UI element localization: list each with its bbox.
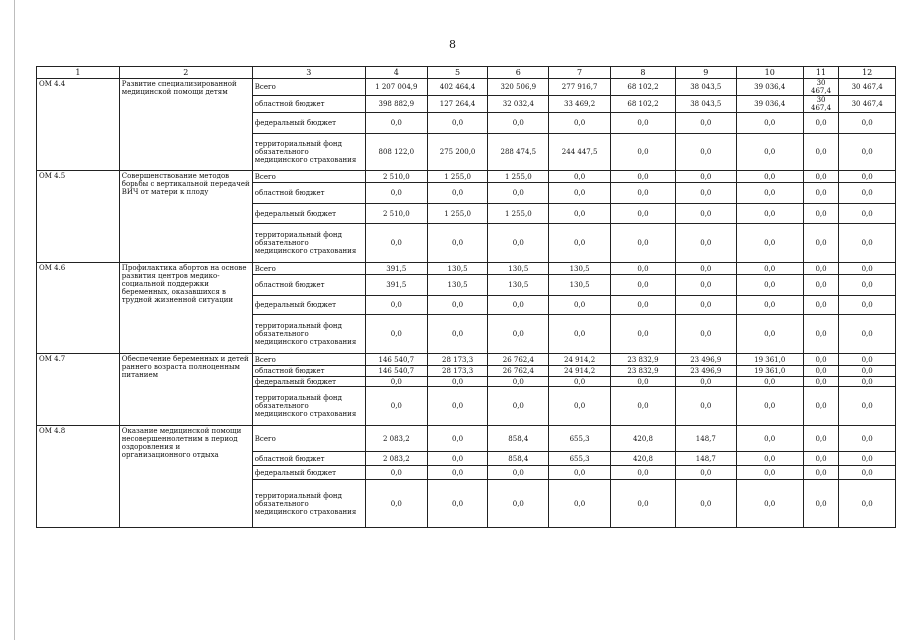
measure-name: Профилактика абортов на основе развития центров медико-социальной поддержки беременных, оказавшихся в трудной жизненной ситуации	[119, 263, 252, 354]
amount-cell: 0,0	[839, 366, 896, 377]
amount-cell: 0,0	[611, 387, 676, 426]
amount-cell: 39 036,4	[736, 96, 803, 113]
amount-cell: 0,0	[675, 315, 736, 354]
amount-cell: 0,0	[675, 296, 736, 315]
amount-cell: 0,0	[611, 296, 676, 315]
amount-cell: 0,0	[803, 113, 839, 134]
amount-cell: 26 762,4	[488, 354, 549, 366]
amount-cell: 0,0	[736, 171, 803, 183]
funding-source: территориальный фонд обязательного медицинского страхования	[252, 480, 365, 528]
amount-cell: 0,0	[675, 171, 736, 183]
header-row	[37, 67, 896, 79]
funding-source: областной бюджет	[252, 275, 365, 296]
amount-cell: 32 032,4	[488, 96, 549, 113]
amount-cell: 0,0	[675, 387, 736, 426]
amount-cell: 0,0	[736, 377, 803, 387]
amount-cell: 0,0	[675, 113, 736, 134]
amount-cell: 0,0	[803, 275, 839, 296]
amount-cell: 0,0	[803, 171, 839, 183]
header-cell: 8	[611, 67, 676, 79]
measure-code: ОМ 4.8	[37, 426, 120, 528]
amount-cell: 130,5	[549, 263, 611, 275]
amount-cell: 30 467,4	[803, 79, 839, 96]
table-row	[37, 426, 896, 452]
amount-cell: 68 102,2	[611, 96, 676, 113]
header-cell: 10	[736, 67, 803, 79]
amount-cell: 0,0	[839, 452, 896, 466]
header-cell: 1	[37, 67, 120, 79]
amount-cell: 1 207 004,9	[365, 79, 427, 96]
amount-cell: 2 083,2	[365, 426, 427, 452]
amount-cell: 655,3	[549, 426, 611, 452]
amount-cell: 0,0	[839, 263, 896, 275]
amount-cell: 0,0	[839, 377, 896, 387]
amount-cell: 0,0	[488, 224, 549, 263]
funding-source: Всего	[252, 354, 365, 366]
amount-cell: 244 447,5	[549, 134, 611, 171]
amount-cell: 0,0	[611, 204, 676, 224]
header-cell: 11	[803, 67, 839, 79]
amount-cell: 0,0	[839, 171, 896, 183]
amount-cell: 391,5	[365, 263, 427, 275]
amount-cell: 0,0	[427, 113, 488, 134]
amount-cell: 2 083,2	[365, 452, 427, 466]
amount-cell: 0,0	[675, 204, 736, 224]
amount-cell: 391,5	[365, 275, 427, 296]
funding-source: территориальный фонд обязательного медицинского страхования	[252, 134, 365, 171]
amount-cell: 0,0	[427, 183, 488, 204]
header-cell: 6	[488, 67, 549, 79]
amount-cell: 0,0	[611, 134, 676, 171]
amount-cell: 0,0	[427, 315, 488, 354]
amount-cell: 0,0	[365, 183, 427, 204]
funding-source: областной бюджет	[252, 183, 365, 204]
measure-name: Совершенствование методов борьбы с вертикальной передачей ВИЧ от матери к плоду	[119, 171, 252, 263]
amount-cell: 0,0	[803, 315, 839, 354]
amount-cell: 0,0	[611, 113, 676, 134]
amount-cell: 130,5	[549, 275, 611, 296]
amount-cell: 0,0	[839, 315, 896, 354]
amount-cell: 0,0	[549, 296, 611, 315]
amount-cell: 127 264,4	[427, 96, 488, 113]
amount-cell: 0,0	[736, 452, 803, 466]
funding-source: Всего	[252, 171, 365, 183]
amount-cell: 0,0	[839, 113, 896, 134]
amount-cell: 0,0	[675, 480, 736, 528]
funding-source: Всего	[252, 79, 365, 96]
amount-cell: 320 506,9	[488, 79, 549, 96]
amount-cell: 130,5	[427, 275, 488, 296]
amount-cell: 0,0	[803, 366, 839, 377]
amount-cell: 68 102,2	[611, 79, 676, 96]
amount-cell: 0,0	[549, 224, 611, 263]
amount-cell: 0,0	[365, 296, 427, 315]
amount-cell: 0,0	[736, 296, 803, 315]
amount-cell: 24 914,2	[549, 354, 611, 366]
amount-cell: 0,0	[427, 377, 488, 387]
amount-cell: 33 469,2	[549, 96, 611, 113]
amount-cell: 420,8	[611, 426, 676, 452]
amount-cell: 0,0	[803, 224, 839, 263]
amount-cell: 0,0	[736, 204, 803, 224]
amount-cell: 0,0	[549, 480, 611, 528]
amount-cell: 39 036,4	[736, 79, 803, 96]
amount-cell: 0,0	[427, 452, 488, 466]
amount-cell: 0,0	[803, 480, 839, 528]
amount-cell: 858,4	[488, 452, 549, 466]
amount-cell: 0,0	[803, 452, 839, 466]
amount-cell: 0,0	[803, 296, 839, 315]
funding-source: территориальный фонд обязательного медицинского страхования	[252, 224, 365, 263]
amount-cell: 148,7	[675, 452, 736, 466]
amount-cell: 23 496,9	[675, 354, 736, 366]
amount-cell: 0,0	[839, 224, 896, 263]
amount-cell: 19 361,0	[736, 354, 803, 366]
amount-cell: 1 255,0	[488, 204, 549, 224]
amount-cell: 0,0	[488, 183, 549, 204]
amount-cell: 0,0	[549, 171, 611, 183]
amount-cell: 0,0	[488, 113, 549, 134]
amount-cell: 0,0	[488, 377, 549, 387]
amount-cell: 1 255,0	[488, 171, 549, 183]
amount-cell: 0,0	[549, 113, 611, 134]
amount-cell: 0,0	[736, 183, 803, 204]
amount-cell: 808 122,0	[365, 134, 427, 171]
amount-cell: 0,0	[549, 204, 611, 224]
amount-cell: 0,0	[675, 377, 736, 387]
amount-cell: 0,0	[365, 387, 427, 426]
amount-cell: 0,0	[611, 171, 676, 183]
amount-cell: 0,0	[675, 466, 736, 480]
amount-cell: 0,0	[839, 466, 896, 480]
amount-cell: 2 510,0	[365, 171, 427, 183]
amount-cell: 1 255,0	[427, 171, 488, 183]
measure-code: ОМ 4.4	[37, 79, 120, 171]
amount-cell: 0,0	[736, 315, 803, 354]
amount-cell: 30 467,4	[803, 96, 839, 113]
amount-cell: 0,0	[549, 466, 611, 480]
amount-cell: 0,0	[488, 480, 549, 528]
amount-cell: 0,0	[736, 480, 803, 528]
amount-cell: 0,0	[736, 263, 803, 275]
measure-code: ОМ 4.7	[37, 354, 120, 426]
amount-cell: 0,0	[736, 387, 803, 426]
funding-source: федеральный бюджет	[252, 113, 365, 134]
amount-cell: 275 200,0	[427, 134, 488, 171]
amount-cell: 398 882,9	[365, 96, 427, 113]
amount-cell: 0,0	[549, 315, 611, 354]
amount-cell: 288 474,5	[488, 134, 549, 171]
funding-source: областной бюджет	[252, 452, 365, 466]
amount-cell: 0,0	[839, 275, 896, 296]
funding-source: областной бюджет	[252, 366, 365, 377]
amount-cell: 0,0	[365, 480, 427, 528]
amount-cell: 0,0	[365, 377, 427, 387]
amount-cell: 28 173,3	[427, 366, 488, 377]
amount-cell: 0,0	[803, 204, 839, 224]
funding-source: территориальный фонд обязательного медицинского страхования	[252, 315, 365, 354]
header-cell: 12	[839, 67, 896, 79]
header-cell: 2	[119, 67, 252, 79]
amount-cell: 0,0	[427, 466, 488, 480]
amount-cell: 0,0	[611, 377, 676, 387]
amount-cell: 0,0	[803, 426, 839, 452]
amount-cell: 0,0	[488, 387, 549, 426]
amount-cell: 0,0	[839, 426, 896, 452]
amount-cell: 277 916,7	[549, 79, 611, 96]
amount-cell: 0,0	[611, 315, 676, 354]
amount-cell: 0,0	[611, 263, 676, 275]
amount-cell: 0,0	[839, 296, 896, 315]
funding-source: федеральный бюджет	[252, 377, 365, 387]
amount-cell: 0,0	[803, 183, 839, 204]
amount-cell: 0,0	[839, 134, 896, 171]
header-cell: 3	[252, 67, 365, 79]
amount-cell: 0,0	[839, 354, 896, 366]
amount-cell: 655,3	[549, 452, 611, 466]
amount-cell: 0,0	[839, 480, 896, 528]
amount-cell: 0,0	[803, 354, 839, 366]
amount-cell: 0,0	[839, 204, 896, 224]
amount-cell: 0,0	[736, 134, 803, 171]
amount-cell: 0,0	[803, 377, 839, 387]
amount-cell: 0,0	[488, 315, 549, 354]
amount-cell: 0,0	[488, 296, 549, 315]
table-row	[37, 263, 896, 275]
amount-cell: 0,0	[736, 113, 803, 134]
funding-source: Всего	[252, 263, 365, 275]
amount-cell: 858,4	[488, 426, 549, 452]
amount-cell: 19 361,0	[736, 366, 803, 377]
measure-name: Оказание медицинской помощи несовершеннолетним в период оздоровления и организационного отдыха	[119, 426, 252, 528]
amount-cell: 38 043,5	[675, 79, 736, 96]
amount-cell: 23 832,9	[611, 354, 676, 366]
amount-cell: 0,0	[365, 466, 427, 480]
amount-cell: 0,0	[611, 275, 676, 296]
amount-cell: 0,0	[611, 183, 676, 204]
amount-cell: 0,0	[803, 466, 839, 480]
amount-cell: 0,0	[803, 263, 839, 275]
amount-cell: 130,5	[488, 263, 549, 275]
amount-cell: 28 173,3	[427, 354, 488, 366]
amount-cell: 402 464,4	[427, 79, 488, 96]
amount-cell: 38 043,5	[675, 96, 736, 113]
header-cell: 9	[675, 67, 736, 79]
amount-cell: 0,0	[549, 387, 611, 426]
header-cell: 4	[365, 67, 427, 79]
amount-cell: 23 832,9	[611, 366, 676, 377]
amount-cell: 0,0	[803, 387, 839, 426]
amount-cell: 0,0	[675, 275, 736, 296]
amount-cell: 0,0	[427, 387, 488, 426]
funding-source: областной бюджет	[252, 96, 365, 113]
amount-cell: 0,0	[839, 183, 896, 204]
funding-source: федеральный бюджет	[252, 204, 365, 224]
page-edge-line	[14, 0, 15, 640]
amount-cell: 0,0	[803, 134, 839, 171]
header-cell: 5	[427, 67, 488, 79]
funding-source: федеральный бюджет	[252, 466, 365, 480]
table-row	[37, 79, 896, 96]
amount-cell: 0,0	[365, 315, 427, 354]
amount-cell: 24 914,2	[549, 366, 611, 377]
amount-cell: 146 540,7	[365, 366, 427, 377]
measure-name: Развитие специализированной медицинской помощи детям	[119, 79, 252, 171]
amount-cell: 0,0	[736, 466, 803, 480]
amount-cell: 30 467,4	[839, 79, 896, 96]
amount-cell: 0,0	[675, 263, 736, 275]
amount-cell: 26 762,4	[488, 366, 549, 377]
amount-cell: 30 467,4	[839, 96, 896, 113]
table-row	[37, 354, 896, 366]
amount-cell: 130,5	[488, 275, 549, 296]
amount-cell: 0,0	[427, 480, 488, 528]
amount-cell: 0,0	[611, 480, 676, 528]
measure-code: ОМ 4.6	[37, 263, 120, 354]
amount-cell: 0,0	[488, 466, 549, 480]
measure-code: ОМ 4.5	[37, 171, 120, 263]
amount-cell: 0,0	[736, 426, 803, 452]
amount-cell: 0,0	[736, 224, 803, 263]
header-cell: 7	[549, 67, 611, 79]
amount-cell: 0,0	[675, 224, 736, 263]
amount-cell: 146 540,7	[365, 354, 427, 366]
funding-source: территориальный фонд обязательного медицинского страхования	[252, 387, 365, 426]
amount-cell: 148,7	[675, 426, 736, 452]
table-row	[37, 171, 896, 183]
amount-cell: 0,0	[675, 134, 736, 171]
amount-cell: 0,0	[549, 183, 611, 204]
page-number: 8	[449, 38, 456, 51]
amount-cell: 0,0	[427, 224, 488, 263]
amount-cell: 0,0	[675, 183, 736, 204]
amount-cell: 23 496,9	[675, 366, 736, 377]
funding-source: федеральный бюджет	[252, 296, 365, 315]
amount-cell: 0,0	[611, 466, 676, 480]
amount-cell: 420,8	[611, 452, 676, 466]
amount-cell: 0,0	[427, 426, 488, 452]
funding-source: Всего	[252, 426, 365, 452]
amount-cell: 0,0	[839, 387, 896, 426]
amount-cell: 2 510,0	[365, 204, 427, 224]
measure-name: Обеспечение беременных и детей раннего возраста полноценным питанием	[119, 354, 252, 426]
amount-cell: 0,0	[611, 224, 676, 263]
amount-cell: 0,0	[427, 296, 488, 315]
amount-cell: 0,0	[736, 275, 803, 296]
amount-cell: 0,0	[549, 377, 611, 387]
amount-cell: 0,0	[365, 224, 427, 263]
amount-cell: 130,5	[427, 263, 488, 275]
budget-table	[36, 66, 896, 528]
amount-cell: 1 255,0	[427, 204, 488, 224]
amount-cell: 0,0	[365, 113, 427, 134]
